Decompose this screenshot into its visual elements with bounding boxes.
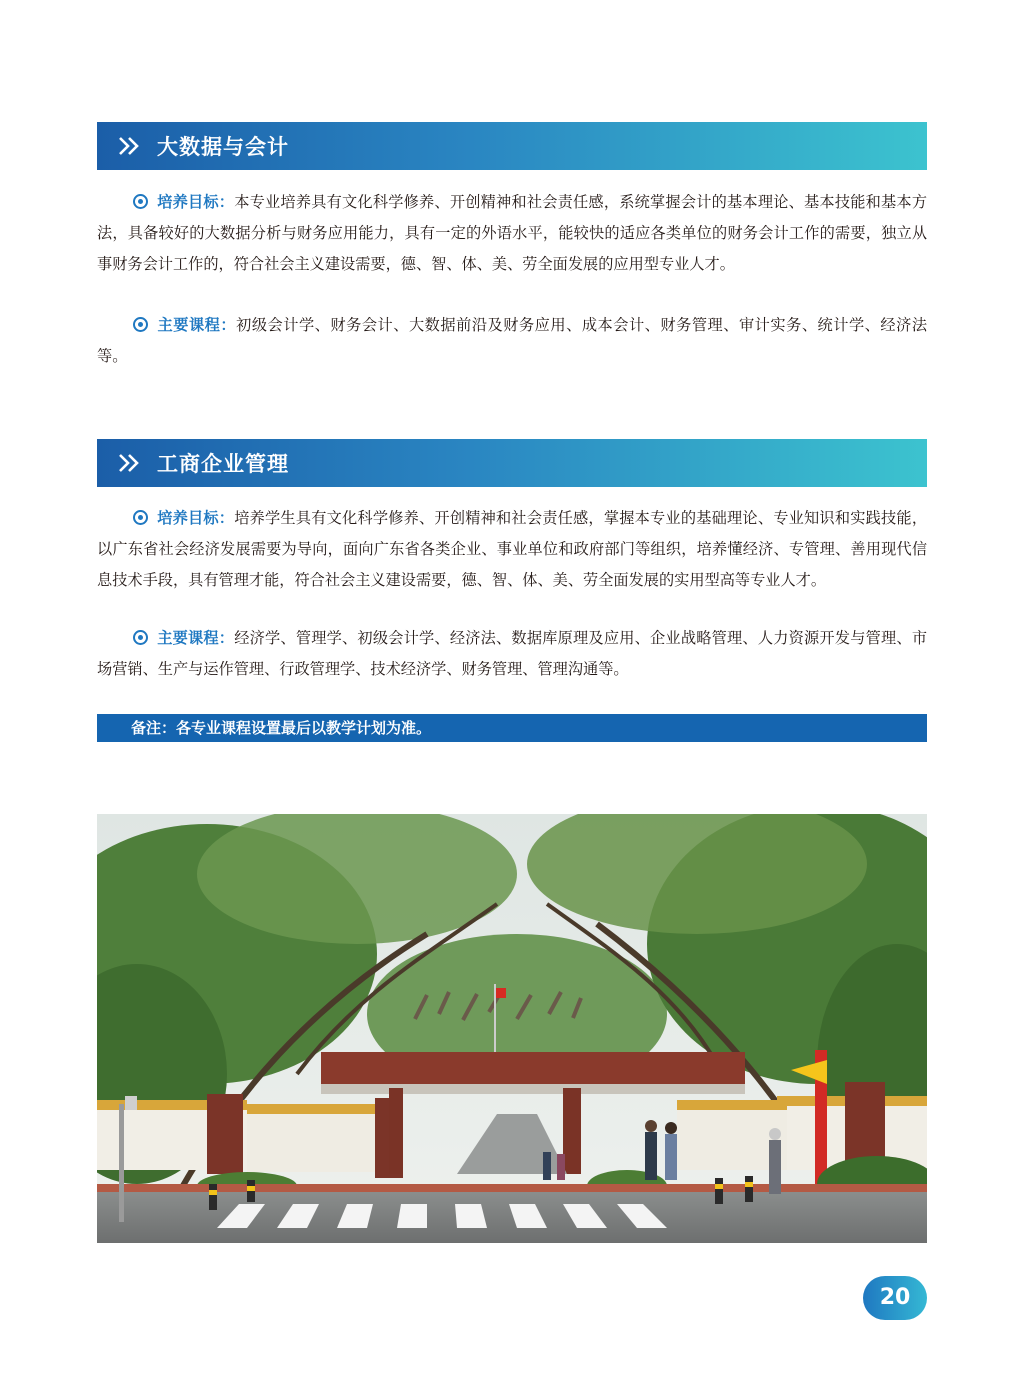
circle-dot-icon	[133, 317, 148, 332]
main-courses-text: 初级会计学、财务会计、大数据前沿及财务应用、成本会计、财务管理、审计实务、统计学、经济法等。	[97, 316, 928, 365]
main-courses-text: 经济学、管理学、初级会计学、经济法、数据库原理及应用、企业战略管理、人力资源开发与管理、市场营销、生产与运作管理、行政管理学、技术经济学、财务管理、管理沟通等。	[97, 629, 928, 678]
main-courses-label: 主要课程：	[157, 629, 235, 647]
main-courses-paragraph	[97, 623, 927, 685]
circle-dot-icon	[133, 630, 148, 645]
main-courses-label: 主要课程：	[157, 316, 237, 334]
circle-dot-icon	[133, 194, 148, 209]
double-chevron-icon	[117, 453, 143, 473]
training-goal-label: 培养目标：	[157, 509, 235, 527]
training-goal-label: 培养目标：	[157, 193, 235, 211]
double-chevron-icon	[117, 136, 143, 156]
section-title: 工商企业管理	[157, 452, 289, 476]
training-goal-text: 本专业培养具有文化科学修养、开创精神和社会责任感，系统掌握会计的基本理论、基本技能和基本方法，具备较好的大数据分析与财务应用能力，具有一定的外语水平，能较快的适应各类单位的财务会计工作的需要，独立从事财务会计工作的，符合社会主义建设需要，德、智、体、美、劳全面发展的应用型专业人才。	[97, 193, 928, 273]
circle-dot-icon	[133, 510, 148, 525]
campus-gate-photo	[97, 814, 927, 1243]
training-goal-paragraph	[97, 503, 927, 596]
page-number: 20	[863, 1276, 927, 1320]
note-bar: 备注：各专业课程设置最后以教学计划为准。	[97, 714, 927, 742]
training-goal-paragraph	[97, 187, 927, 280]
training-goal-text: 培养学生具有文化科学修养、开创精神和社会责任感，掌握本专业的基础理论、专业知识和实践技能，以广东省社会经济发展需要为导向，面向广东省各类企业、事业单位和政府部门等组织，培养懂经济、专管理、善用现代信息技术手段，具有管理才能，符合社会主义建设需要，德、智、体、美、劳全面发展的实用型高等专业人才。	[97, 509, 928, 589]
section-header-business-management	[97, 439, 927, 487]
section-header-big-data-accounting	[97, 122, 927, 170]
main-courses-paragraph	[97, 310, 927, 372]
section-title: 大数据与会计	[157, 135, 289, 159]
